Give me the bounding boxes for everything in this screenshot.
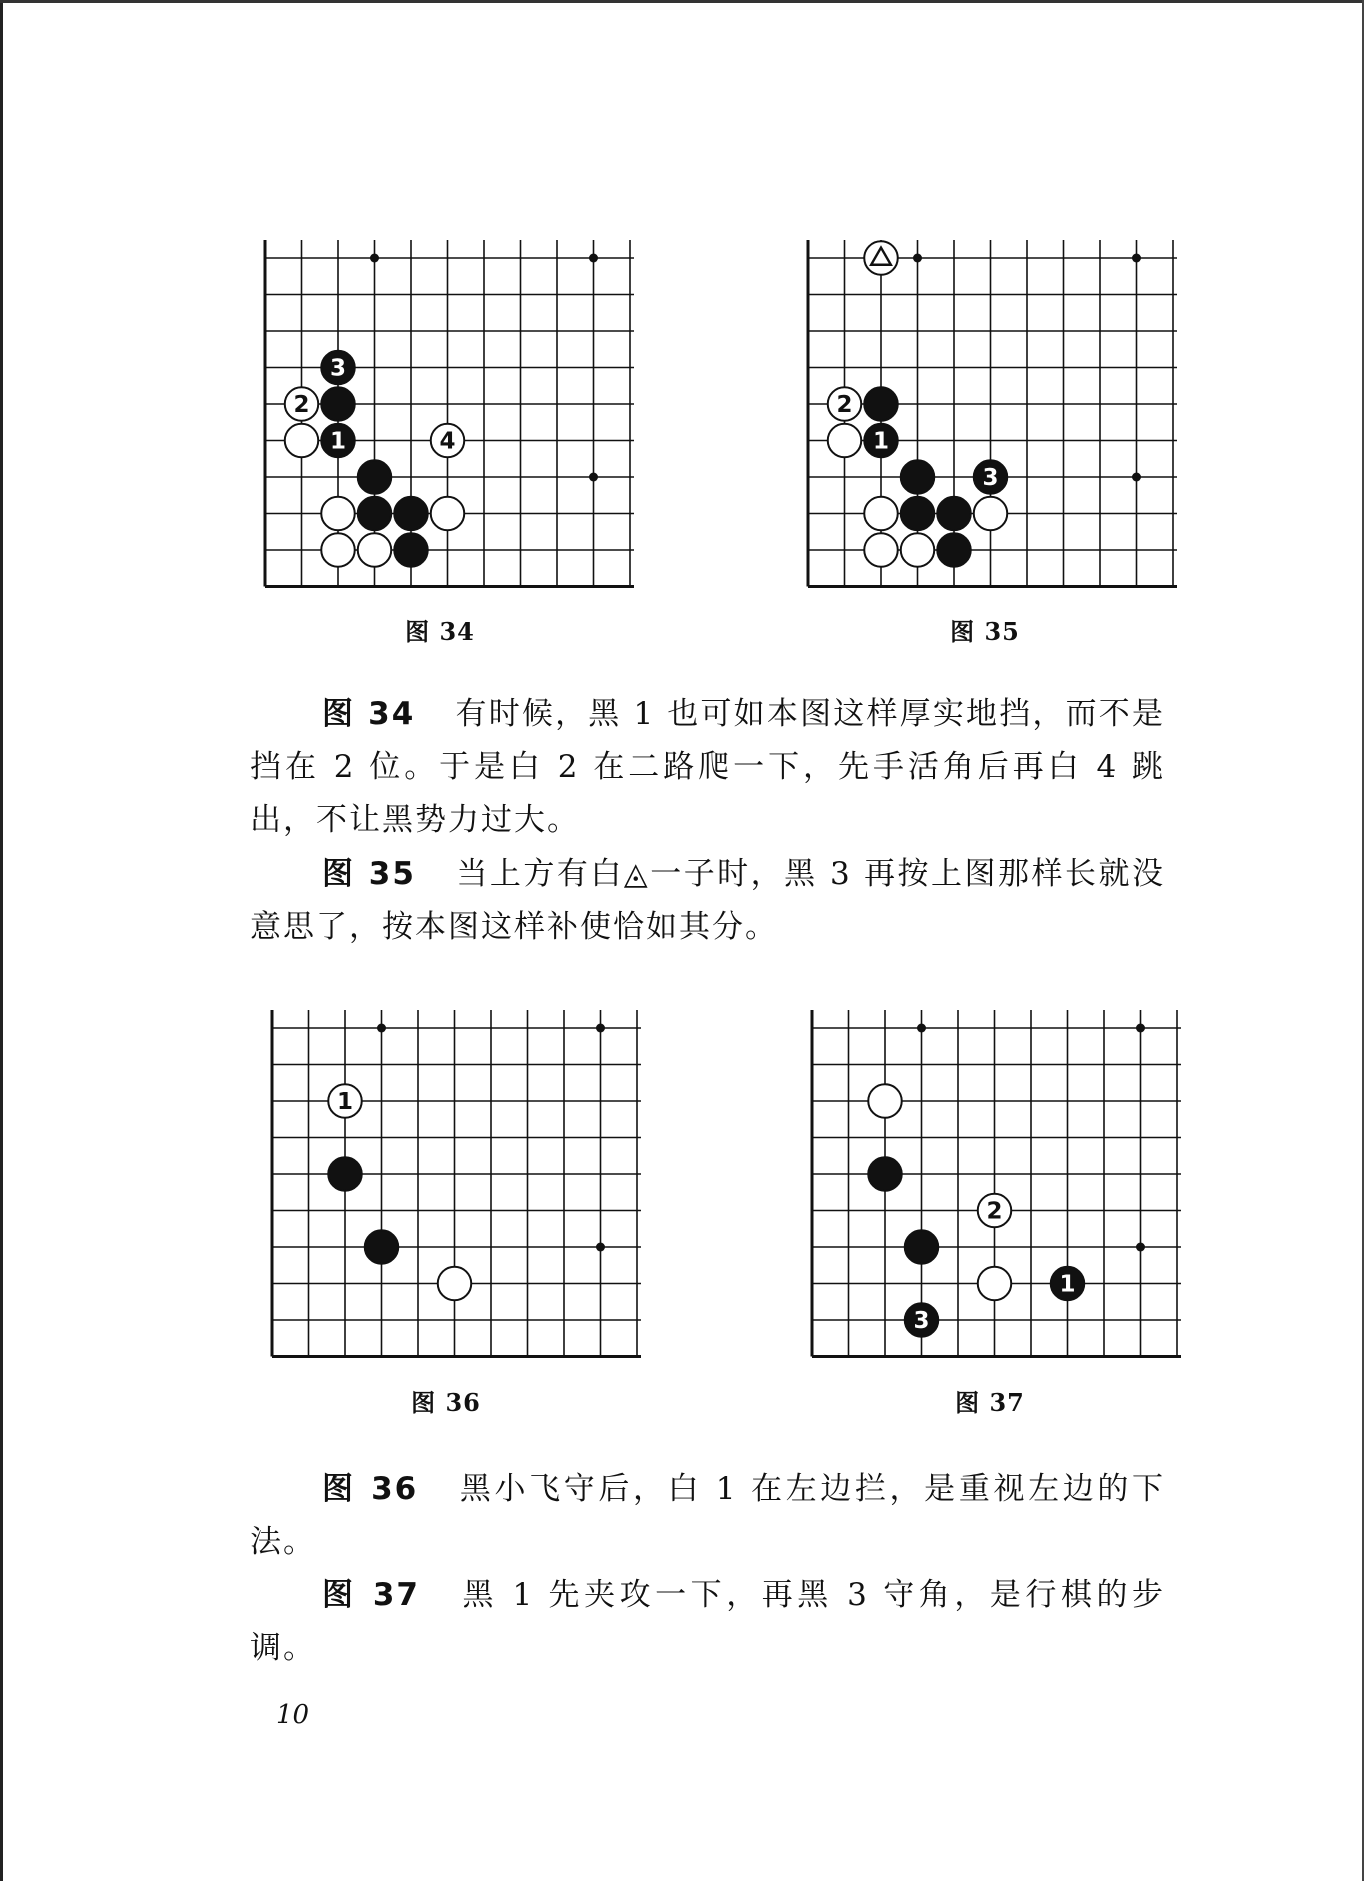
scan-border-left bbox=[0, 0, 3, 1881]
figure-ref-37: 图 37 bbox=[322, 1577, 420, 1613]
caption-fig34: 图 34 bbox=[405, 617, 475, 646]
white-stone bbox=[974, 497, 1008, 531]
paragraph-fig36 bbox=[250, 1463, 1165, 1569]
star-point bbox=[1132, 473, 1141, 482]
star-point bbox=[589, 254, 598, 263]
star-point bbox=[596, 1243, 605, 1252]
black-stone bbox=[901, 460, 935, 494]
go-board-svg bbox=[250, 230, 630, 590]
figure-ref-36: 图 36 bbox=[322, 1471, 419, 1507]
black-stone bbox=[868, 1157, 902, 1191]
paragraph-text-35: 当上方有白◬一子时，黑 3 再按上图那样长就没意思了，按本图这样补使恰如其分。 bbox=[250, 856, 1165, 945]
white-stone bbox=[321, 497, 355, 531]
black-stone bbox=[358, 460, 392, 494]
paragraph-fig34 bbox=[250, 688, 1165, 847]
stone-move-number: 3 bbox=[329, 355, 347, 382]
star-point bbox=[1136, 1024, 1145, 1033]
stone-move-number: 1 bbox=[872, 428, 890, 455]
black-stone bbox=[321, 387, 355, 421]
star-point bbox=[1132, 254, 1141, 263]
black-stone bbox=[394, 533, 428, 567]
figure-ref-35: 图 35 bbox=[322, 856, 416, 892]
black-stone bbox=[365, 1230, 399, 1264]
paragraph-text-34: 有时候，黑 1 也可如本图这样厚实地挡，而不是挡在 2 位。于是白 2 在二路爬一下，先手活角后再白 4 跳出，不让黑势力过大。 bbox=[250, 696, 1165, 838]
paragraph-text-36: 黑小飞守后，白 1 在左边拦，是重视左边的下法。 bbox=[250, 1471, 1166, 1560]
caption-fig35: 图 35 bbox=[950, 617, 1020, 646]
page-number: 10 bbox=[276, 1700, 310, 1730]
stone-move-number: 1 bbox=[336, 1089, 354, 1115]
white-stone bbox=[864, 497, 898, 531]
black-stone bbox=[394, 497, 428, 531]
white-stone bbox=[868, 1084, 902, 1118]
go-diagram-fig37 bbox=[797, 1000, 1177, 1360]
star-point bbox=[913, 254, 922, 263]
go-diagram-fig36 bbox=[257, 1000, 637, 1360]
go-board-svg bbox=[793, 230, 1173, 590]
go-board-svg bbox=[257, 1000, 637, 1360]
paragraph-text-37: 黑 1 先夹攻一下，再黑 3 守角，是行棋的步调。 bbox=[250, 1577, 1165, 1666]
white-stone bbox=[438, 1267, 472, 1301]
black-stone bbox=[901, 497, 935, 531]
star-point bbox=[596, 1024, 605, 1033]
white-stone bbox=[901, 533, 935, 567]
stone-move-number: 3 bbox=[982, 465, 999, 491]
star-point bbox=[589, 473, 598, 482]
caption-fig37: 图 37 bbox=[955, 1388, 1025, 1417]
white-stone bbox=[431, 497, 465, 531]
star-point bbox=[370, 254, 379, 263]
white-stone bbox=[978, 1267, 1012, 1301]
black-stone bbox=[905, 1230, 939, 1264]
star-point bbox=[1136, 1243, 1145, 1252]
black-stone bbox=[937, 533, 971, 567]
stone-move-number: 3 bbox=[913, 1308, 930, 1334]
stone-move-number: 2 bbox=[986, 1198, 1003, 1225]
star-point bbox=[377, 1024, 386, 1033]
star-point bbox=[917, 1024, 926, 1033]
white-stone bbox=[285, 424, 319, 458]
stone-move-number: 2 bbox=[836, 392, 853, 418]
caption-fig36: 图 36 bbox=[411, 1388, 481, 1417]
go-board-svg bbox=[797, 1000, 1177, 1360]
black-stone bbox=[937, 497, 971, 531]
stone-move-number: 1 bbox=[329, 428, 347, 455]
white-stone bbox=[321, 533, 355, 567]
paragraph-fig37 bbox=[250, 1569, 1165, 1675]
white-stone bbox=[358, 533, 392, 567]
figure-ref-34: 图 34 bbox=[322, 696, 416, 732]
stone-move-number: 4 bbox=[439, 428, 456, 455]
black-stone bbox=[864, 387, 898, 421]
go-diagram-fig34 bbox=[250, 230, 630, 590]
stone-move-number: 1 bbox=[1059, 1271, 1076, 1298]
white-stone bbox=[828, 424, 862, 458]
black-stone bbox=[328, 1157, 362, 1191]
stone-move-number: 2 bbox=[293, 392, 310, 418]
white-stone bbox=[864, 533, 898, 567]
scan-border-top bbox=[0, 0, 1364, 3]
black-stone bbox=[358, 497, 392, 531]
paragraph-fig35 bbox=[250, 848, 1165, 954]
go-diagram-fig35 bbox=[793, 230, 1173, 590]
